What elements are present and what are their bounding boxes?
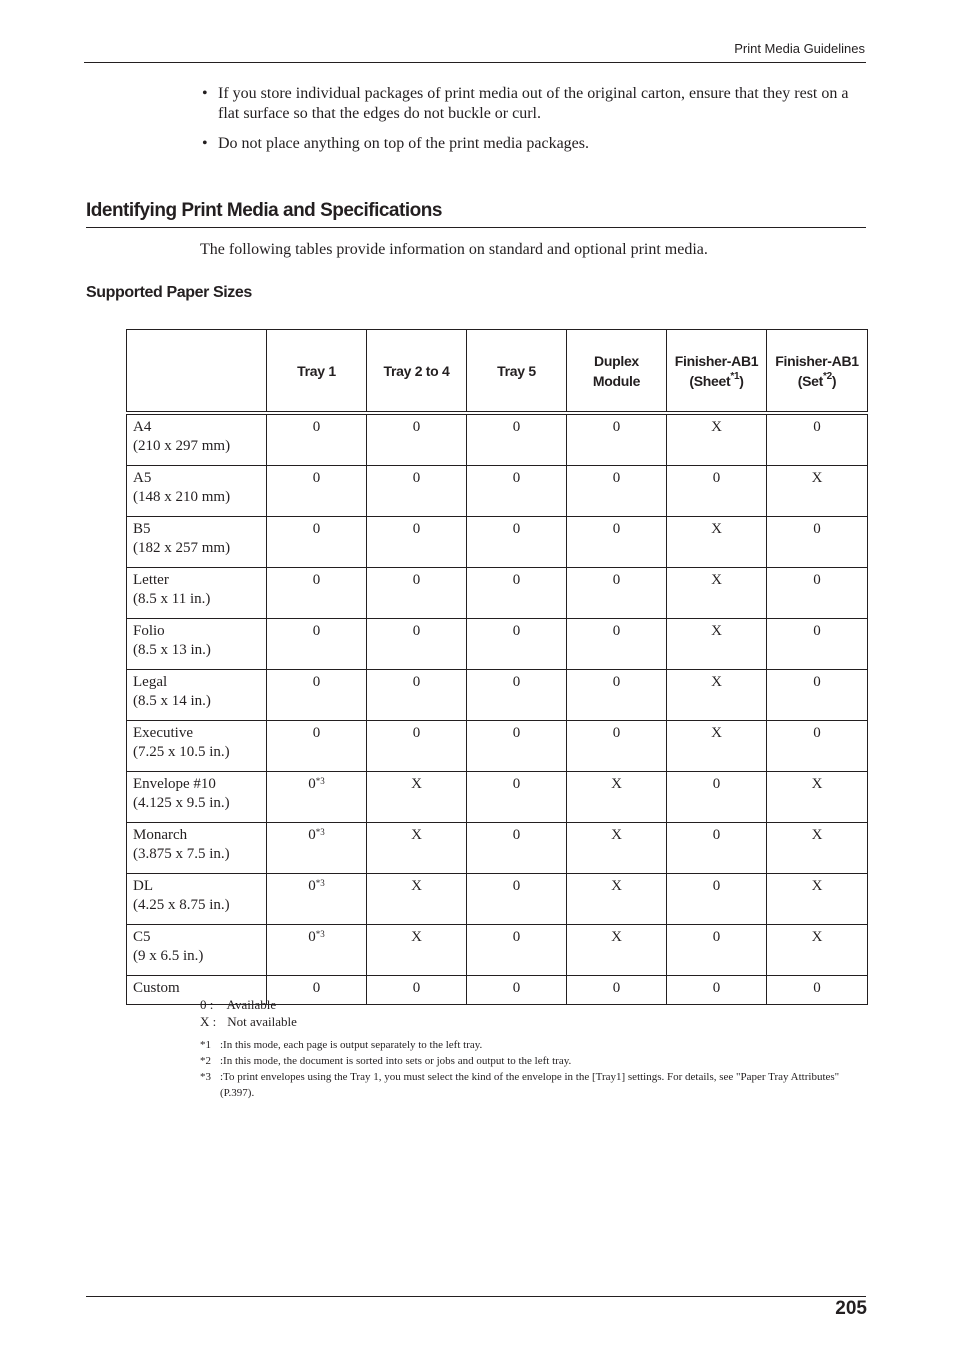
- availability-value: 0: [412, 521, 421, 537]
- paper-size-name: Executive: [133, 725, 193, 741]
- availability-value: X: [711, 623, 722, 639]
- table-row: [127, 772, 868, 823]
- legend-symbol: X: [200, 1014, 210, 1029]
- availability-value: 0: [512, 776, 521, 792]
- availability-value: 0: [813, 419, 821, 435]
- availability-cell-tray2to4: [367, 517, 467, 568]
- table-row: [127, 568, 868, 619]
- availability-value: 0: [308, 776, 316, 792]
- paper-size-cell: [127, 925, 267, 976]
- paper-size-dimensions: (8.5 x 13 in.): [133, 642, 211, 658]
- availability-value: 0: [412, 572, 421, 588]
- availability-cell-tray5: [467, 568, 567, 619]
- availability-cell-tray5: [467, 823, 567, 874]
- availability-cell-tray5: [467, 772, 567, 823]
- availability-value: 0: [712, 827, 721, 843]
- legend-separator: :: [212, 1014, 217, 1029]
- table-body: [127, 413, 868, 1005]
- paper-size-name: Custom: [133, 980, 180, 996]
- bullet-icon: •: [202, 85, 208, 102]
- availability-value: 0: [612, 470, 621, 486]
- paper-size-name: A5: [133, 470, 152, 486]
- availability-value: 0: [312, 521, 321, 537]
- availability-value: 0: [712, 929, 721, 945]
- header-divider: [84, 62, 866, 63]
- availability-cell-duplex: [567, 925, 667, 976]
- footnote-text: :In this mode, the document is sorted into sets or jobs and output to the left tray.: [220, 1055, 572, 1067]
- availability-cell-fin-set: [767, 976, 868, 1005]
- footnote-mark: *1: [200, 1039, 211, 1051]
- footnote-ref: *3: [315, 776, 325, 786]
- section-intro: The following tables provide information on standard and optional print media.: [200, 241, 708, 258]
- availability-value: 0: [412, 674, 421, 690]
- availability-value: 0: [612, 674, 621, 690]
- footnote-ref: *1: [730, 370, 740, 382]
- legend-symbol: 0: [200, 997, 207, 1012]
- availability-value: 0: [512, 419, 521, 435]
- bullet-item: [200, 134, 866, 154]
- availability-value: 0: [813, 572, 821, 588]
- availability-value: X: [611, 929, 622, 945]
- availability-value: 0: [412, 725, 421, 741]
- availability-cell-tray2to4: [367, 619, 467, 670]
- availability-value: 0: [712, 776, 721, 792]
- availability-value: 0: [312, 419, 321, 435]
- bullet-text: Do not place anything on top of the print media packages.: [218, 135, 590, 152]
- paper-size-dimensions: (148 x 210 mm): [133, 489, 231, 505]
- availability-value: X: [811, 470, 823, 486]
- availability-value: X: [811, 827, 823, 843]
- running-header-title: Print Media Guidelines: [734, 41, 865, 56]
- availability-value: 0: [512, 827, 521, 843]
- bullet-item: [200, 84, 866, 124]
- paper-size-name: Letter: [133, 572, 169, 588]
- paper-size-cell: [127, 772, 267, 823]
- availability-value: 0: [308, 827, 316, 843]
- footer-divider: [86, 1296, 866, 1297]
- legend-text: Not available: [227, 1014, 297, 1029]
- availability-cell-fin-set: [767, 466, 868, 517]
- availability-value: 0: [412, 419, 421, 435]
- paper-size-cell: [127, 823, 267, 874]
- paper-size-name: DL: [133, 878, 153, 894]
- paper-size-name: Envelope #10: [133, 776, 216, 792]
- availability-value: 0: [312, 980, 321, 996]
- availability-value: 0: [512, 878, 521, 894]
- availability-cell-duplex: [567, 721, 667, 772]
- paper-size-cell: [127, 670, 267, 721]
- availability-cell-duplex: [567, 772, 667, 823]
- legend-text: Available: [226, 997, 277, 1012]
- availability-cell-fin-set: [767, 413, 868, 466]
- availability-cell-tray5: [467, 976, 567, 1005]
- availability-value: 0: [612, 419, 621, 435]
- availability-value: 0: [612, 725, 621, 741]
- table-row: [127, 721, 868, 772]
- availability-cell-duplex: [567, 619, 667, 670]
- availability-value: X: [611, 878, 622, 894]
- availability-cell-fin-sheet: [667, 925, 767, 976]
- availability-cell-tray2to4: [367, 874, 467, 925]
- availability-value: 0: [412, 623, 421, 639]
- paper-size-cell: [127, 619, 267, 670]
- availability-value: X: [811, 878, 823, 894]
- footnote-mark: *3: [200, 1071, 211, 1083]
- availability-value: X: [711, 572, 722, 588]
- availability-cell-fin-sheet: [667, 568, 767, 619]
- availability-value: 0: [813, 674, 821, 690]
- availability-cell-duplex: [567, 874, 667, 925]
- availability-value: 0: [512, 521, 521, 537]
- header-finisher-set: [767, 330, 868, 414]
- paper-size-dimensions: (9 x 6.5 in.): [133, 948, 204, 964]
- availability-cell-tray5: [467, 670, 567, 721]
- availability-value: 0: [612, 623, 621, 639]
- availability-cell-tray5: [467, 517, 567, 568]
- availability-cell-tray2to4: [367, 823, 467, 874]
- section-title: Identifying Print Media and Specifications: [86, 200, 442, 221]
- header-finisher-sheet-label: Finisher-AB1 (Sheet: [674, 352, 759, 389]
- availability-cell-tray1: [267, 823, 367, 874]
- availability-cell-tray1: [267, 466, 367, 517]
- availability-cell-duplex: [567, 568, 667, 619]
- availability-cell-tray1: [267, 568, 367, 619]
- bullet-text: If you store individual packages of print media out of the original carton, ensure that they rest on a flat surface so that the edges do not buckle or curl.: [218, 85, 849, 122]
- availability-cell-tray1: [267, 619, 367, 670]
- availability-cell-tray5: [467, 874, 567, 925]
- availability-cell-duplex: [567, 670, 667, 721]
- paper-size-dimensions: (7.25 x 10.5 in.): [133, 744, 230, 760]
- availability-value: X: [411, 929, 422, 945]
- availability-value: 0: [813, 980, 821, 996]
- availability-value: X: [411, 827, 422, 843]
- availability-cell-fin-sheet: [667, 721, 767, 772]
- paper-size-name: Folio: [133, 623, 165, 639]
- availability-value: 0: [312, 725, 321, 741]
- paper-size-cell: [127, 466, 267, 517]
- availability-value: 0: [512, 674, 521, 690]
- availability-cell-tray1: [267, 413, 367, 466]
- table-header-row: [127, 330, 868, 414]
- availability-value: 0: [512, 623, 521, 639]
- availability-value: X: [611, 776, 622, 792]
- availability-cell-tray2to4: [367, 568, 467, 619]
- paper-size-cell: [127, 413, 267, 466]
- availability-cell-tray1: [267, 517, 367, 568]
- footnote-ref: *3: [315, 878, 325, 888]
- availability-cell-fin-set: [767, 823, 868, 874]
- section-title-divider: [86, 227, 866, 228]
- page-number: 205: [835, 1298, 867, 1319]
- header-paper-size: [127, 330, 267, 414]
- availability-cell-fin-set: [767, 670, 868, 721]
- availability-value: 0: [612, 572, 621, 588]
- bullet-icon: •: [202, 135, 208, 152]
- footnote-ref: *3: [315, 929, 325, 939]
- availability-cell-fin-set: [767, 772, 868, 823]
- availability-cell-tray2to4: [367, 466, 467, 517]
- availability-cell-tray5: [467, 721, 567, 772]
- availability-value: 0: [813, 623, 821, 639]
- availability-value: X: [411, 878, 422, 894]
- availability-cell-tray1: [267, 874, 367, 925]
- paper-size-dimensions: (4.125 x 9.5 in.): [133, 795, 230, 811]
- availability-cell-tray5: [467, 413, 567, 466]
- availability-value: 0: [412, 470, 421, 486]
- availability-cell-fin-sheet: [667, 413, 767, 466]
- availability-cell-tray2to4: [367, 772, 467, 823]
- availability-cell-fin-sheet: [667, 976, 767, 1005]
- header-tray-1: Tray 1: [267, 330, 367, 414]
- legend-key: [200, 1013, 224, 1030]
- footnote-item: [200, 1053, 866, 1069]
- legend-item: [200, 996, 297, 1013]
- availability-cell-fin-set: [767, 925, 868, 976]
- availability-cell-fin-sheet: [667, 619, 767, 670]
- availability-value: X: [711, 674, 722, 690]
- availability-cell-fin-sheet: [667, 823, 767, 874]
- availability-value: 0: [612, 521, 621, 537]
- availability-value: 0: [512, 725, 521, 741]
- availability-cell-fin-sheet: [667, 466, 767, 517]
- table-row: [127, 619, 868, 670]
- availability-value: 0: [712, 878, 721, 894]
- availability-value: 0: [712, 980, 721, 996]
- availability-cell-fin-sheet: [667, 517, 767, 568]
- legend-item: [200, 1013, 297, 1030]
- availability-cell-duplex: [567, 466, 667, 517]
- footnote-ref: *2: [823, 370, 832, 382]
- availability-value: 0: [612, 980, 621, 996]
- table-row: [127, 670, 868, 721]
- availability-cell-tray1: [267, 721, 367, 772]
- availability-value: 0: [512, 470, 521, 486]
- header-finisher-sheet: [667, 330, 767, 414]
- availability-value: 0: [512, 929, 521, 945]
- footnote-ref: *3: [315, 827, 325, 837]
- footnote-item: [200, 1069, 866, 1101]
- availability-value: X: [711, 419, 722, 435]
- paper-size-name: A4: [133, 419, 152, 435]
- footnote-text: :In this mode, each page is output separately to the left tray.: [220, 1039, 483, 1051]
- availability-cell-duplex: [567, 823, 667, 874]
- availability-value: 0: [512, 572, 521, 588]
- availability-value: X: [811, 776, 823, 792]
- availability-cell-tray5: [467, 619, 567, 670]
- availability-cell-tray2to4: [367, 413, 467, 466]
- availability-value: 0: [312, 623, 321, 639]
- footnotes: [200, 1037, 866, 1101]
- availability-value: 0: [312, 470, 321, 486]
- availability-cell-tray1: [267, 925, 367, 976]
- subsection-title: Supported Paper Sizes: [86, 284, 252, 301]
- availability-value: X: [411, 776, 422, 792]
- paper-size-cell: [127, 721, 267, 772]
- table-row: [127, 517, 868, 568]
- footnote-text: :To print envelopes using the Tray 1, you must select the kind of the envelope in the [Tray1] settings. For details, see "Paper Tray Attributes" (P.397).: [220, 1071, 840, 1099]
- availability-cell-tray5: [467, 925, 567, 976]
- header-finisher-set-label: Finisher-AB1 (Set: [775, 352, 859, 389]
- header-tray-5: Tray 5: [467, 330, 567, 414]
- availability-cell-duplex: [567, 976, 667, 1005]
- availability-value: X: [611, 827, 622, 843]
- header-close-paren: ): [831, 372, 837, 389]
- paper-size-name: Monarch: [133, 827, 188, 843]
- paper-size-dimensions: (210 x 297 mm): [133, 438, 231, 454]
- bullet-list: [200, 84, 866, 164]
- availability-cell-fin-set: [767, 721, 868, 772]
- paper-size-dimensions: (8.5 x 14 in.): [133, 693, 211, 709]
- paper-size-name: B5: [133, 521, 151, 537]
- availability-cell-tray2to4: [367, 670, 467, 721]
- paper-sizes-table: [126, 329, 868, 1005]
- paper-size-dimensions: (3.875 x 7.5 in.): [133, 846, 230, 862]
- header-duplex-module: Duplex Module: [567, 330, 667, 414]
- availability-value: 0: [712, 470, 721, 486]
- table-row: [127, 874, 868, 925]
- paper-size-cell: [127, 568, 267, 619]
- table-row: [127, 925, 868, 976]
- paper-size-name: Legal: [133, 674, 168, 690]
- availability-value: 0: [312, 572, 321, 588]
- availability-value: 0: [308, 878, 316, 894]
- availability-value: 0: [813, 521, 821, 537]
- paper-size-cell: [127, 517, 267, 568]
- availability-cell-tray5: [467, 466, 567, 517]
- availability-cell-tray1: [267, 670, 367, 721]
- header-close-paren: ): [739, 372, 744, 389]
- availability-cell-duplex: [567, 413, 667, 466]
- availability-cell-fin-sheet: [667, 670, 767, 721]
- availability-value: X: [811, 929, 823, 945]
- availability-value: 0: [412, 980, 421, 996]
- availability-value: 0: [308, 929, 316, 945]
- availability-cell-fin-set: [767, 568, 868, 619]
- legend-separator: :: [209, 997, 214, 1012]
- availability-cell-tray2to4: [367, 925, 467, 976]
- availability-value: 0: [312, 674, 321, 690]
- table-row: [127, 823, 868, 874]
- availability-cell-fin-sheet: [667, 772, 767, 823]
- paper-size-cell: [127, 874, 267, 925]
- paper-size-name: C5: [133, 929, 151, 945]
- availability-value: 0: [512, 980, 521, 996]
- availability-cell-tray1: [267, 772, 367, 823]
- availability-value: X: [711, 725, 722, 741]
- legend: [200, 996, 297, 1030]
- availability-value: X: [711, 521, 722, 537]
- table-row: [127, 413, 868, 466]
- paper-size-dimensions: (4.25 x 8.75 in.): [133, 897, 230, 913]
- availability-cell-fin-set: [767, 517, 868, 568]
- availability-cell-fin-sheet: [667, 874, 767, 925]
- availability-cell-fin-set: [767, 874, 868, 925]
- availability-value: 0: [813, 725, 821, 741]
- table-row: [127, 466, 868, 517]
- footnote-mark: *2: [200, 1055, 211, 1067]
- availability-cell-tray2to4: [367, 976, 467, 1005]
- availability-cell-tray2to4: [367, 721, 467, 772]
- header-tray-2-to-4: Tray 2 to 4: [367, 330, 467, 414]
- paper-size-dimensions: (8.5 x 11 in.): [133, 591, 211, 607]
- availability-cell-fin-set: [767, 619, 868, 670]
- footnote-item: [200, 1037, 866, 1053]
- legend-key: [200, 996, 224, 1013]
- paper-size-dimensions: (182 x 257 mm): [133, 540, 231, 556]
- availability-cell-duplex: [567, 517, 667, 568]
